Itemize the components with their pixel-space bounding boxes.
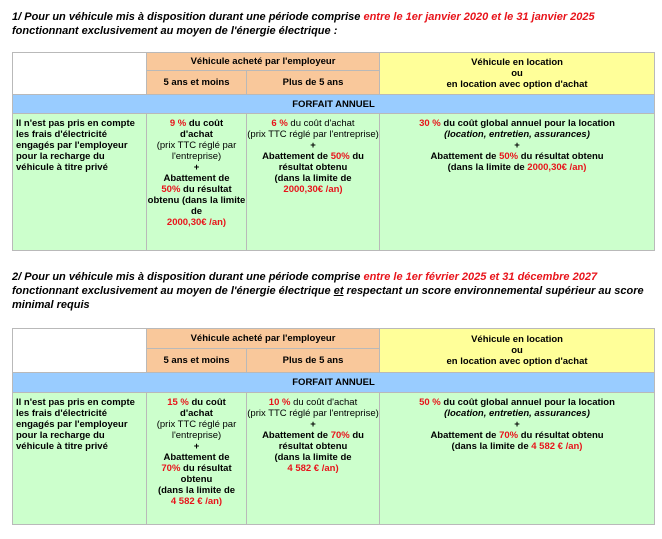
s2c3-limit: 4 582 € /an) — [531, 441, 583, 452]
s1c3-pct2: 50% — [499, 151, 519, 162]
s2c3-l1: du coût global annuel pour la location — [440, 397, 615, 408]
s2c3-plus: + — [514, 419, 520, 430]
s1c2-limit: 2000,30€ /an) — [283, 184, 343, 195]
section1-cell-rental — [380, 114, 655, 251]
section2-rental-line2: ou — [511, 345, 523, 356]
section2-cell-5-less — [147, 393, 247, 525]
s1c2-l2: (prix TTC réglé par l'entreprise) — [247, 129, 379, 140]
s2c1-l2: d'achat — [180, 408, 213, 419]
s2c3-l2: (location, entretien, assurances) — [444, 408, 590, 419]
s1c2-pct2: 50% — [330, 151, 350, 162]
s1c1-l5: du résultat obtenu (dans la limite de — [147, 184, 246, 217]
section1-rental-line2: ou — [511, 68, 523, 79]
section2-rental-header — [380, 329, 655, 373]
section2-table — [12, 328, 655, 525]
section2-heading-period: entre le 1er février 2025 et 31 décembre 2027 — [363, 271, 598, 283]
s2c1-limit: 4 582 € /an) — [170, 496, 223, 507]
section1-cell-5-less — [147, 114, 247, 251]
section1-heading — [12, 10, 654, 38]
s1c2-plus: + — [310, 140, 316, 151]
section2-heading — [12, 270, 654, 312]
section2-forfait-row: FORFAIT ANNUEL — [13, 373, 655, 393]
s1c2-pct: 6 % — [271, 118, 288, 129]
section2-employer-header: Véhicule acheté par l'employeur — [147, 329, 380, 349]
section2-empty-header — [13, 329, 147, 373]
section2-left-note: Il n'est pas pris en compte les frais d'électricité engagés par l'employeur pour la recharge du véhicule à titre privé — [13, 393, 147, 525]
s1c2-l4: du résultat obtenu — [278, 151, 364, 173]
section2-heading-c: respectant un score environnemental supérieur au score minimal requis — [12, 285, 644, 311]
section1-cell-5-more — [247, 114, 380, 251]
s2c2-limit: 4 582 € /an) — [287, 463, 339, 474]
section1-col-5-more: Plus de 5 ans — [247, 71, 380, 95]
section1-rental-header — [380, 53, 655, 95]
s1c1-pct2: 50% — [161, 184, 181, 195]
s1c1-pct: 9 % — [169, 118, 187, 129]
s2c1-pct2: 70% — [161, 463, 181, 474]
s1c3-limit: 2000,30€ /an) — [527, 162, 587, 173]
section2-rental-line3: en location avec option d'achat — [446, 356, 588, 367]
s1c3-plus: + — [514, 140, 520, 151]
section1-forfait-row: FORFAIT ANNUEL — [13, 95, 655, 114]
s1c1-l2: d'achat — [180, 129, 213, 140]
s1c3-l2: (location, entretien, assurances) — [444, 129, 590, 140]
section1-col-5-less: 5 ans et moins — [147, 71, 247, 95]
section2-col-5-less: 5 ans et moins — [147, 349, 247, 373]
s2c3-pct: 50 % — [419, 397, 441, 408]
s1c3-l5: (dans la limite de — [447, 162, 528, 173]
s1c3-pct: 30 % — [419, 118, 441, 129]
s1c2-l5: (dans la limite de — [274, 173, 352, 184]
section1-heading-b: fonctionnant exclusivement au moyen de l'énergie électrique : — [12, 25, 338, 37]
s2c1-plus: + — [193, 441, 200, 452]
s2c2-l5: (dans la limite de — [274, 452, 352, 463]
s1c1-l3: (prix TTC réglé par l'entreprise) — [156, 140, 237, 162]
s2c1-l3: (prix TTC réglé par l'entreprise) — [156, 419, 237, 441]
s2c2-plus: + — [310, 419, 316, 430]
s2c2-l4: du résultat obtenu — [278, 430, 364, 452]
section2-heading-a: 2/ Pour un véhicule mis à disposition durant une période comprise — [12, 271, 364, 283]
section1-rental-line3: en location avec option d'achat — [446, 79, 588, 90]
s2c2-l2: (prix TTC réglé par l'entreprise) — [247, 408, 379, 419]
s1c1-l4: Abattement de — [163, 173, 230, 184]
s2c1-l5: du résultat obtenu — [180, 463, 232, 485]
s1c3-l3: Abattement de — [430, 151, 500, 162]
section1-heading-period: entre le 1er janvier 2020 et le 31 janvier 2025 — [363, 11, 595, 23]
s1c1-l1: du coût — [186, 118, 224, 129]
s1c3-l1: du coût global annuel pour la location — [440, 118, 615, 129]
section2-col-5-more: Plus de 5 ans — [247, 349, 380, 373]
s2c1-pct: 15 % — [167, 397, 189, 408]
s2c2-pct2: 70% — [330, 430, 350, 441]
section1-left-note: Il n'est pas pris en compte les frais d'électricité engagés par l'employeur pour la recharge du véhicule à titre privé — [13, 114, 147, 251]
s1c2-l3: Abattement de — [262, 151, 331, 162]
section2-heading-underlined: et — [333, 285, 344, 297]
section2-cell-5-more — [247, 393, 380, 525]
s1c3-l4: du résultat obtenu — [518, 151, 604, 162]
section2-heading-b: fonctionnant exclusivement au moyen de l'énergie électrique — [12, 285, 334, 297]
section2-rental-line1: Véhicule en location — [471, 334, 563, 345]
s2c3-l4: du résultat obtenu — [518, 430, 604, 441]
section1-heading-a: 1/ Pour un véhicule mis à disposition durant une période comprise — [12, 11, 364, 23]
s2c3-l3: Abattement de — [430, 430, 500, 441]
section1-empty-header — [13, 53, 147, 95]
s2c1-l4: Abattement de — [163, 452, 230, 463]
s2c2-l3: Abattement de — [262, 430, 331, 441]
s1c2-l1: du coût d'achat — [287, 118, 355, 129]
section1-rental-line1: Véhicule en location — [471, 57, 563, 68]
s2c3-pct2: 70% — [499, 430, 519, 441]
s2c3-l5: (dans la limite de — [451, 441, 532, 452]
section1-table — [12, 52, 655, 251]
s2c1-l6: (dans la limite de — [157, 485, 236, 496]
s1c1-plus: + — [193, 162, 200, 173]
s2c2-l1: du coût d'achat — [290, 397, 358, 408]
s2c2-pct: 10 % — [268, 397, 291, 408]
s2c1-l1: du coût — [188, 397, 226, 408]
section2-cell-rental — [380, 393, 655, 525]
s1c1-limit: 2000,30€ /an) — [166, 217, 227, 228]
section1-employer-header: Véhicule acheté par l'employeur — [147, 53, 380, 71]
